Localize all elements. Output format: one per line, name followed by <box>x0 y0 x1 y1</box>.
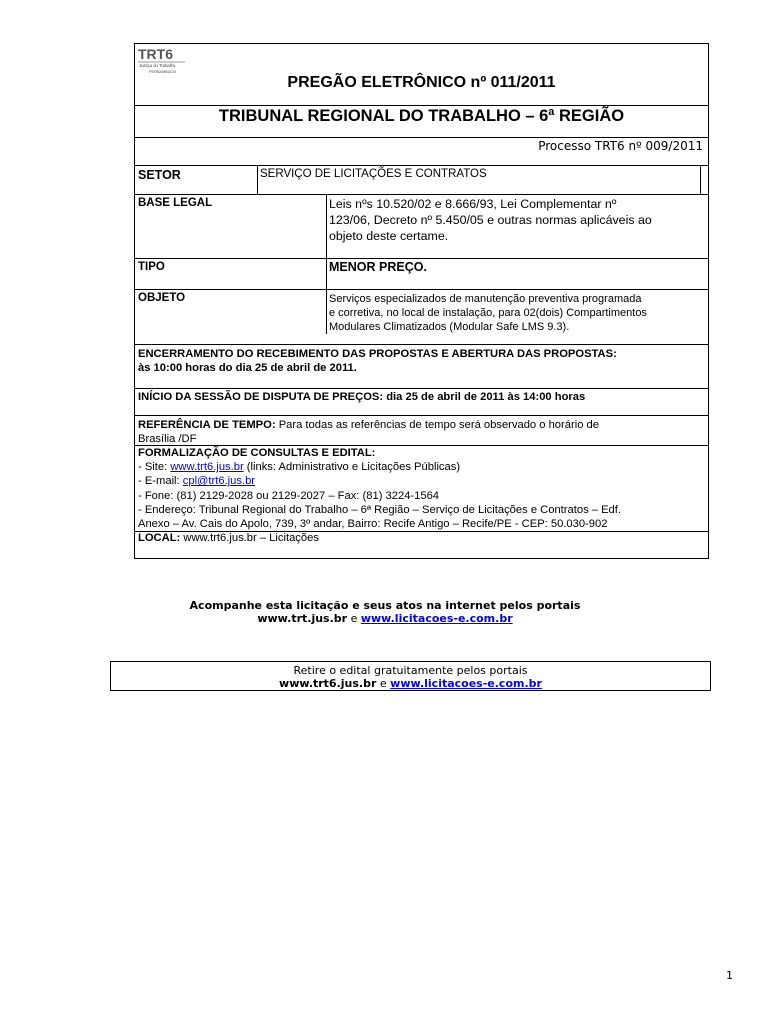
objeto-value: Serviços especializados de manutenção preventiva programada e corretiva, no local de instalação, para 02(dois) Compartimentos Modulares Climatizados (Modular Safe LMS 9.3). <box>329 293 647 333</box>
svg-text:PERNAMBUCO: PERNAMBUCO <box>149 70 177 74</box>
tipo-value: MENOR PREÇO. <box>329 260 427 274</box>
setor-label: SETOR <box>138 168 181 182</box>
process-number: Processo TRT6 nº 009/2011 <box>538 139 703 153</box>
encerramento-text: ENCERRAMENTO DO RECEBIMENTO DAS PROPOSTAS E ABERTURA DAS PROPOSTAS: às 10:00 horas do dia 25 de abril de 2011. <box>138 348 617 374</box>
notice-title: PREGÃO ELETRÔNICO nº 011/2011 <box>287 74 556 91</box>
licitacoes-link-2[interactable]: www.licitacoes-e.com.br <box>390 677 542 690</box>
formalizacao-label: FORMALIZAÇÃO DE CONSULTAS E EDITAL: <box>138 447 376 459</box>
setor-value: SERVIÇO DE LICITAÇÕES E CONTRATOS <box>260 168 487 180</box>
formalizacao-section: FORMALIZAÇÃO DE CONSULTAS E EDITAL: - Site: www.trt6.jus.br (links: Administrativo e Licitações Públicas) - E-mail: cpl@trt6.jus.br - Fone: (81) 2129-2028 ou 2129-2027 – Fax: (81) 3224-1564 - Endereço: Tribunal Regional do Trabalho – 6ª Região – Serviço de Licitações e Contratos – Edf. Anexo – Av. Cais do Apolo, 739, 3º andar, Bairro: Recife Antigo – Recife/PE - CEP: 50.030-902 <box>138 447 622 531</box>
base-legal-label: BASE LEGAL <box>138 197 213 209</box>
inicio-sessao-text: INÍCIO DA SESSÃO DE DISPUTA DE PREÇOS: dia 25 de abril de 2011 às 14:00 horas <box>138 391 586 403</box>
page-number: 1 <box>726 969 733 982</box>
svg-text:TRT6: TRT6 <box>138 46 173 62</box>
portals-notice: Acompanhe esta licitação e seus atos na internet pelos portais www.trt.jus.br e www.licitacoes-e.com.br <box>189 599 581 625</box>
email-link[interactable]: cpl@trt6.jus.br <box>182 475 256 488</box>
local-text: LOCAL: www.trt6.jus.br – Licitações <box>138 532 319 544</box>
edital-portals-box: Retire o edital gratuitamente pelos portais www.trt6.jus.br e www.licitacoes-e.com.br <box>110 661 711 691</box>
court-name: TRIBUNAL REGIONAL DO TRABALHO – 6ª REGIÃO <box>218 107 625 125</box>
notice-table <box>134 43 709 559</box>
site-link[interactable]: www.trt6.jus.br <box>170 461 244 474</box>
svg-text:Justiça do Trabalho: Justiça do Trabalho <box>139 63 176 68</box>
trt6-logo <box>137 46 189 76</box>
objeto-label: OBJETO <box>138 292 186 304</box>
tipo-label: TIPO <box>138 261 165 273</box>
base-legal-value: Leis nºs 10.520/02 e 8.666/93, Lei Complementar nº 123/06, Decreto nº 5.450/05 e outras normas aplicáveis ao objeto deste certame. <box>329 197 652 243</box>
referencia-text: REFERÊNCIA DE TEMPO: Para todas as referências de tempo será observado o horário de Brasília /DF <box>138 419 599 445</box>
licitacoes-link[interactable]: www.licitacoes-e.com.br <box>360 612 513 625</box>
